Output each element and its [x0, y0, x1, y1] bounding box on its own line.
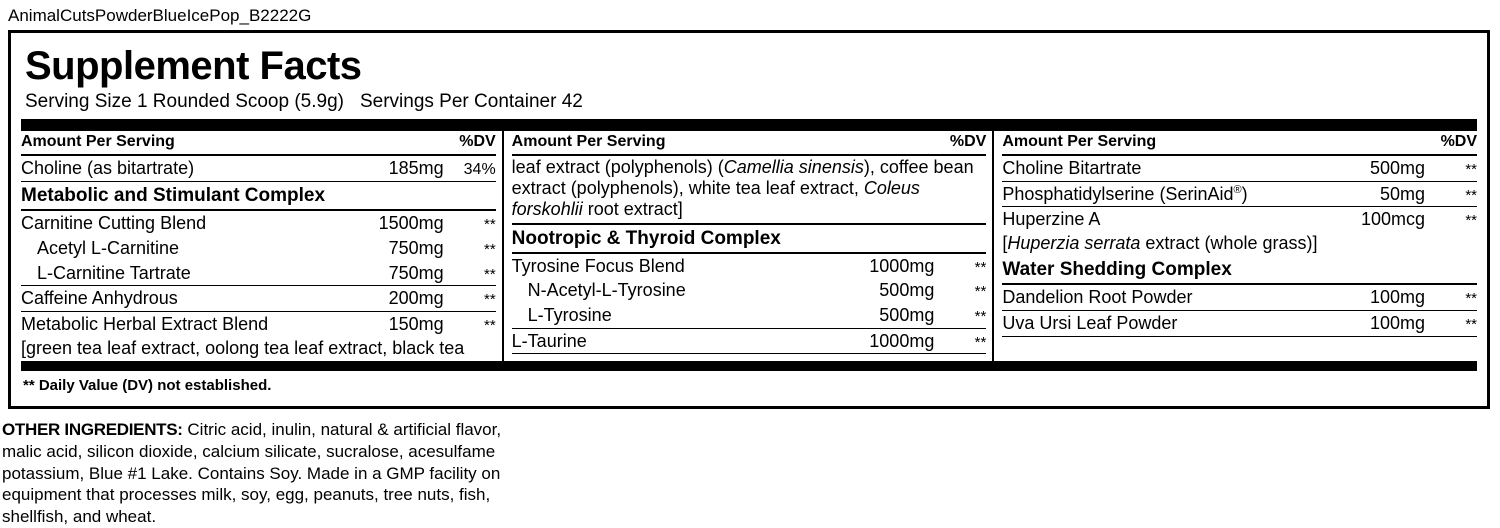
nutrient-name: N-Acetyl-L-Tyrosine [527, 280, 686, 301]
nutrient-name: Caffeine Anhydrous [21, 288, 178, 309]
nutrient-amount: 500mg [1369, 158, 1426, 178]
table-row [1002, 182, 1477, 208]
dv-footnote: ** Daily Value (DV) not established. [23, 377, 272, 395]
nutrient-dv: ** [1465, 315, 1478, 333]
huperzine-detail: [Huperzia serrata extract (whole grass)] [1002, 233, 1318, 254]
amount-per-serving-label: Amount Per Serving [511, 133, 666, 150]
nutrient-amount: 500mg [879, 305, 935, 326]
nutrient-name: Choline Bitartrate [1002, 158, 1142, 178]
table-row [512, 303, 987, 329]
nutrient-dv: ** [1465, 212, 1478, 230]
amount-per-serving-label: Amount Per Serving [21, 133, 175, 150]
nutrient-name: Huperzine A [1002, 209, 1101, 230]
nutrient-dv: ** [483, 216, 496, 234]
nutrient-amount: 500mg [879, 280, 935, 301]
table-row [21, 261, 496, 287]
column-3 [992, 131, 1477, 361]
group-heading: Metabolic and Stimulant Complex [21, 182, 496, 211]
nutrient-name: Uva Ursi Leaf Powder [1002, 312, 1178, 333]
nutrient-dv: ** [974, 283, 987, 301]
bottom-rule [21, 361, 1477, 371]
nutrient-name: Dandelion Root Powder [1002, 287, 1193, 308]
column-2-header [512, 131, 987, 156]
servings-per-container: Servings Per Container 42 [359, 91, 583, 112]
nutrient-dv: ** [1465, 290, 1478, 308]
panel-title: Supplement Facts [25, 44, 362, 88]
nutrient-name: Metabolic Herbal Extract Blend [21, 314, 269, 335]
table-row [1002, 311, 1477, 337]
column-1 [21, 131, 502, 361]
table-row [21, 211, 496, 236]
blend-continuation: [green tea leaf extract, oolong tea leaf extract, black tea [21, 337, 465, 358]
nutrient-amount: 1000mg [869, 330, 935, 351]
table-row [1002, 207, 1477, 232]
dv-label: %DV [949, 133, 987, 150]
nutrient-dv: ** [974, 333, 987, 351]
nutrient-amount: 1500mg [378, 213, 444, 234]
amount-per-serving-label: Amount Per Serving [1002, 133, 1157, 150]
nutrient-amount: 50mg [1379, 183, 1426, 204]
table-row [512, 278, 987, 303]
dv-label: %DV [459, 133, 496, 150]
nutrient-amount: 185mg [388, 158, 444, 178]
nutrient-name: Carnitine Cutting Blend [21, 213, 207, 234]
table-row [1002, 285, 1477, 311]
nutrient-amount: 150mg [388, 314, 444, 335]
column-3-header [1002, 131, 1477, 156]
table-row [512, 329, 987, 355]
nutrient-dv: ** [483, 291, 496, 309]
table-row [21, 156, 496, 182]
nutrient-amount: 100mcg [1360, 209, 1426, 230]
nutrient-amount: 100mg [1369, 312, 1426, 333]
serving-size: Serving Size 1 Rounded Scoop (5.9g) [25, 91, 344, 112]
nutrient-amount: 1000mg [869, 255, 935, 276]
nutrient-dv: ** [974, 258, 987, 276]
nutrient-dv: 34% [463, 161, 496, 178]
serving-info [25, 91, 1477, 113]
nutrient-dv: ** [1465, 186, 1478, 204]
nutrient-name: Phosphatidylserine (SerinAid®) [1002, 183, 1248, 204]
nutrient-dv: ** [1465, 161, 1478, 178]
nutrient-columns [21, 131, 1477, 361]
nutrient-amount: 100mg [1369, 287, 1426, 308]
nutrient-name: L-Taurine [511, 330, 587, 351]
nutrient-dv: ** [483, 265, 496, 283]
table-row [1002, 156, 1477, 182]
nutrient-amount: 200mg [388, 288, 444, 309]
column-2 [502, 131, 993, 361]
other-ingredients [2, 419, 522, 528]
table-row [21, 236, 496, 261]
nutrient-dv: ** [483, 241, 496, 259]
other-ingredients-text: Citric acid, inulin, natural & artificial flavor, malic acid, silicon dioxide, calcium silicate, sucralose, acesulfame potassium, Blue #1 Lake. Contains Soy. Made in a GMP facility on equipment that processes milk, soy, egg, peanuts, tree nuts, fish, shellfish, and wheat. [2, 420, 502, 527]
blend-continuation-text: leaf extract (polyphenols) (Camellia sinensis), coffee bean extract (polyphenols), white tea leaf extract, Coleus forskohlii root extract] [512, 156, 987, 225]
nutrient-dv: ** [483, 317, 496, 335]
product-code-label: AnimalCutsPowderBlueIcePop_B2222G [8, 6, 312, 25]
table-row [512, 254, 987, 279]
other-ingredients-label: OTHER INGREDIENTS: [2, 420, 183, 440]
nutrient-amount: 750mg [388, 238, 444, 259]
top-rule [21, 119, 1477, 131]
nutrient-name: Acetyl L-Carnitine [37, 238, 180, 259]
nutrient-dv: ** [974, 308, 987, 326]
column-1-header [21, 131, 496, 156]
nutrient-name: Tyrosine Focus Blend [511, 255, 685, 276]
table-row [21, 312, 496, 337]
nutrient-name: L-Carnitine Tartrate [37, 262, 191, 283]
nutrient-name: L-Tyrosine [527, 305, 612, 326]
nutrient-name: Choline (as bitartrate) [21, 158, 195, 178]
table-row [21, 286, 496, 312]
nutrient-amount: 750mg [388, 262, 444, 283]
group-heading: Nootropic & Thyroid Complex [512, 225, 987, 254]
group-heading: Water Shedding Complex [1002, 256, 1477, 285]
dv-label: %DV [1440, 133, 1478, 150]
supplement-facts-panel [8, 30, 1490, 409]
